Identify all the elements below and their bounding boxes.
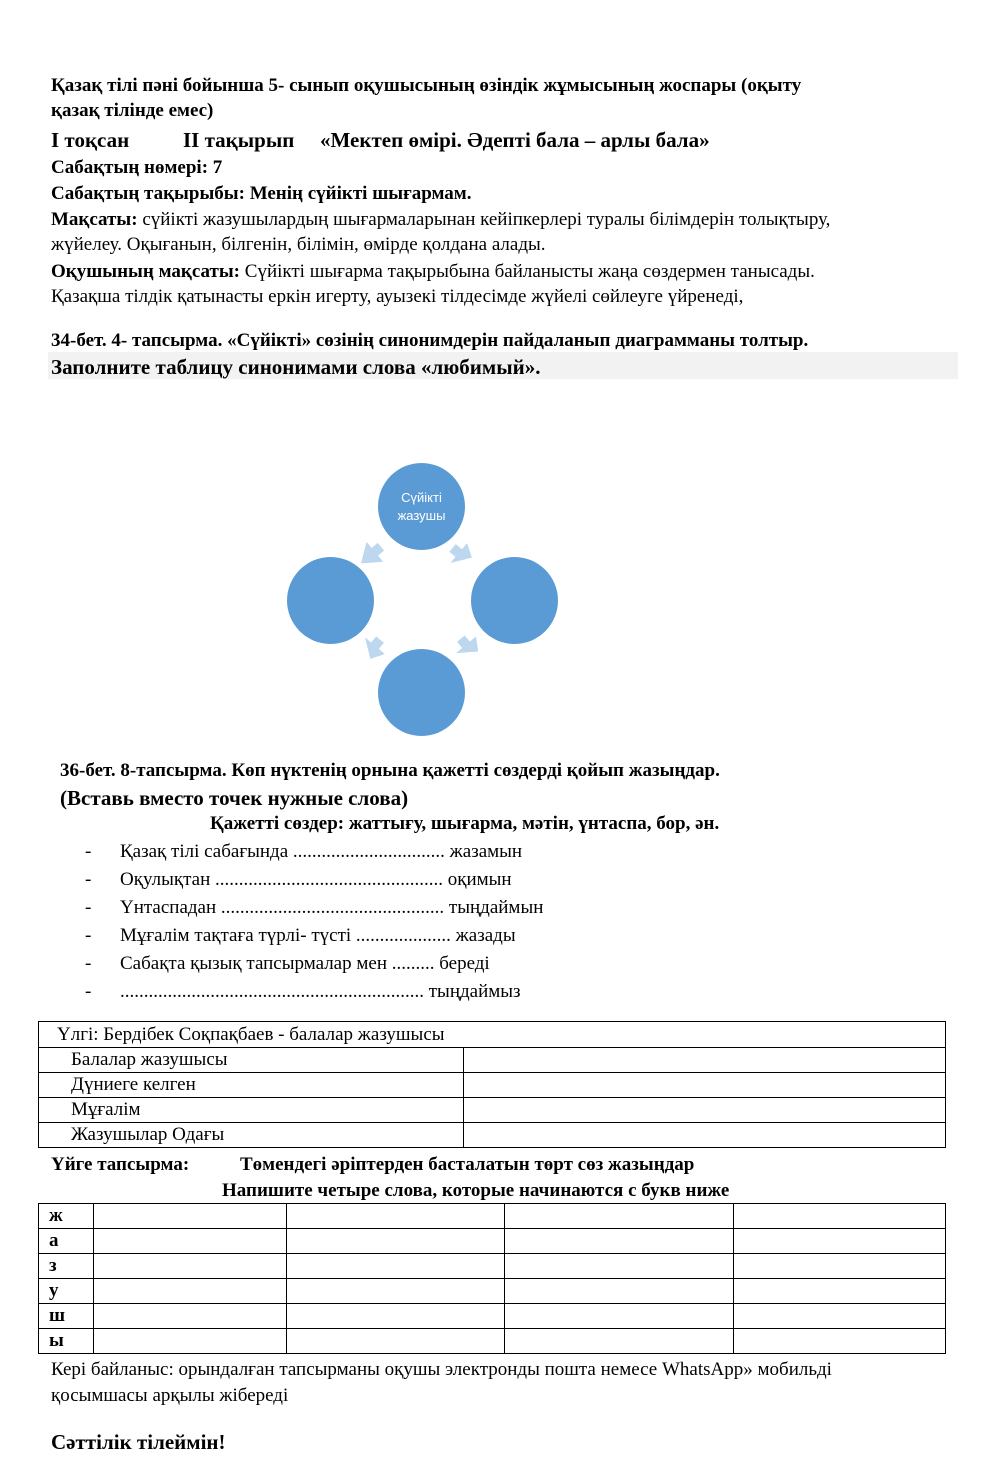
letter-cell: ш bbox=[39, 1304, 94, 1329]
table-answer-cell[interactable] bbox=[463, 1123, 945, 1148]
answer-cell[interactable] bbox=[734, 1254, 946, 1279]
list-item: Оқулықтан ................................................ оқимын bbox=[120, 869, 512, 890]
list-bullet: - bbox=[85, 869, 92, 890]
answer-cell[interactable] bbox=[734, 1329, 946, 1354]
list-item: Мұғалім тақтаға түрлі- түсті .................... жазады bbox=[120, 925, 516, 946]
topic-title: «Мектеп өмірі. Әдепті бала – арлы бала» bbox=[320, 128, 710, 152]
answer-cell[interactable] bbox=[505, 1254, 734, 1279]
arrow-top-to-right bbox=[444, 538, 477, 571]
answer-cell[interactable] bbox=[286, 1229, 505, 1254]
answer-cell[interactable] bbox=[286, 1204, 505, 1229]
letter-cell: з bbox=[39, 1254, 94, 1279]
answer-cell[interactable] bbox=[734, 1304, 946, 1329]
list-item: ................................................................ тыңдаймыз bbox=[120, 981, 521, 1002]
list-bullet: - bbox=[85, 897, 92, 918]
table-row-label: Жазушылар Одағы bbox=[39, 1123, 464, 1148]
letter-cell: у bbox=[39, 1279, 94, 1304]
list-bullet: - bbox=[85, 841, 92, 862]
answer-cell[interactable] bbox=[734, 1229, 946, 1254]
goal-text-2: жүйелеу. Оқығанын, білгенін, білімін, өмірде қолдана алады. bbox=[51, 234, 546, 255]
task4-line-1: 34-бет. 4- тапсырма. «Сүйікті» сөзінің синонимдерін пайдаланып диаграмманы толтыр. bbox=[51, 330, 809, 351]
example-table-header: Үлгі: Бердібек Соқпақбаев - балалар жазушысы bbox=[39, 1022, 946, 1048]
table-row-label: Балалар жазушысы bbox=[39, 1048, 464, 1073]
table-row-label: Мұғалім bbox=[39, 1098, 464, 1123]
list-item: Үнтаспадан ............................................... тыңдаймын bbox=[120, 897, 544, 918]
task8-words: Қажетті сөздер: жаттығу, шығарма, мәтін, үнтаспа, бор, ән. bbox=[210, 813, 720, 834]
answer-cell[interactable] bbox=[505, 1279, 734, 1304]
answer-cell[interactable] bbox=[505, 1204, 734, 1229]
answer-cell[interactable] bbox=[734, 1204, 946, 1229]
list-item: Сабақта қызық тапсырмалар мен ......... береді bbox=[120, 953, 490, 974]
answer-cell[interactable] bbox=[93, 1204, 286, 1229]
letters-table bbox=[38, 1203, 946, 1354]
feedback-line-2: қосымшасы арқылы жібереді bbox=[51, 1385, 289, 1406]
answer-cell[interactable] bbox=[505, 1229, 734, 1254]
letter-cell: ы bbox=[39, 1329, 94, 1354]
homework-text: Төмендегі әріптерден басталатын төрт сөз жазыңдар bbox=[240, 1154, 695, 1175]
quarter: I тоқсан bbox=[51, 128, 130, 152]
lesson-number: Сабақтың нөмері: 7 bbox=[51, 157, 223, 178]
answer-cell[interactable] bbox=[93, 1304, 286, 1329]
task4-line-2: Заполните таблицу синонимами слова «любимый». bbox=[51, 355, 541, 379]
diagram-circle-top[interactable] bbox=[378, 463, 465, 550]
goal-label: Мақсаты: bbox=[51, 209, 138, 230]
example-table bbox=[38, 1021, 946, 1148]
answer-cell[interactable] bbox=[505, 1329, 734, 1354]
homework-label: Үйге тапсырма: bbox=[51, 1154, 190, 1175]
answer-cell[interactable] bbox=[93, 1229, 286, 1254]
answer-cell[interactable] bbox=[93, 1329, 286, 1354]
list-bullet: - bbox=[85, 981, 92, 1002]
list-item: Қазақ тілі сабағында ................................ жазамын bbox=[120, 841, 523, 862]
answer-cell[interactable] bbox=[286, 1254, 505, 1279]
homework-text-ru: Напишите четыре слова, которые начинаются с букв ниже bbox=[222, 1180, 730, 1201]
diagram-circle-right[interactable] bbox=[471, 557, 558, 644]
letter-cell: а bbox=[39, 1229, 94, 1254]
student-goal-line-1 bbox=[51, 261, 815, 283]
student-goal-text-1: Сүйікті шығарма тақырыбына байланысты жаңа сөздермен танысады. bbox=[240, 261, 815, 282]
table-row-label: Дүниеге келген bbox=[39, 1073, 464, 1098]
diagram-circle-bottom[interactable] bbox=[378, 649, 465, 736]
topic-number: ІІ тақырып bbox=[183, 128, 295, 152]
diagram-circle-top-label-2: жазушы bbox=[397, 508, 446, 523]
diagram-circle-left[interactable] bbox=[287, 557, 374, 644]
doc-title-line-1: Қазақ тілі пәні бойынша 5- сынып оқушысының өзіндік жұмысының жоспары (оқыту bbox=[51, 75, 802, 96]
arrow-right-to-bottom bbox=[451, 630, 484, 663]
answer-cell[interactable] bbox=[93, 1254, 286, 1279]
task8-line-2: (Вставь вместо точек нужные слова) bbox=[60, 786, 409, 810]
task8-line-1: 36-бет. 8-тапсырма. Көп нүктенің орнына қажетті сөздерді қойып жазыңдар. bbox=[60, 760, 720, 781]
lesson-topic: Сабақтың тақырыбы: Менің сүйікті шығармам. bbox=[51, 183, 472, 204]
letter-cell: ж bbox=[39, 1204, 94, 1229]
table-answer-cell[interactable] bbox=[463, 1073, 945, 1098]
goal-text-1: сүйікті жазушылардың шығармаларынан кейіпкерлері туралы білімдерін толықтыру, bbox=[137, 209, 831, 230]
table-answer-cell[interactable] bbox=[463, 1098, 945, 1123]
closing-text: Сәттілік тілеймін! bbox=[51, 1430, 226, 1454]
answer-cell[interactable] bbox=[93, 1279, 286, 1304]
answer-cell[interactable] bbox=[734, 1279, 946, 1304]
answer-cell[interactable] bbox=[286, 1279, 505, 1304]
diagram-circle-top-label-1: Сүйікті bbox=[401, 490, 442, 505]
student-goal-label: Оқушының мақсаты: bbox=[51, 261, 241, 282]
feedback-line-1: Кері байланыс: орындалған тапсырманы оқушы электронды пошта немесе WhatsApp» мобильді bbox=[51, 1359, 832, 1380]
list-bullet: - bbox=[85, 925, 92, 946]
arrow-bottom-to-left bbox=[357, 631, 390, 664]
goal-line-1 bbox=[51, 209, 830, 231]
answer-cell[interactable] bbox=[505, 1304, 734, 1329]
doc-title-line-2: қазақ тілінде емес) bbox=[51, 100, 214, 121]
list-bullet: - bbox=[85, 953, 92, 974]
answer-cell[interactable] bbox=[286, 1304, 505, 1329]
student-goal-text-2: Қазақша тілдік қатынасты еркін игерту, ауызекі тілдесімде жүйелі сөйлеуге үйренеді, bbox=[51, 286, 744, 307]
answer-cell[interactable] bbox=[286, 1329, 505, 1354]
table-answer-cell[interactable] bbox=[463, 1048, 945, 1073]
